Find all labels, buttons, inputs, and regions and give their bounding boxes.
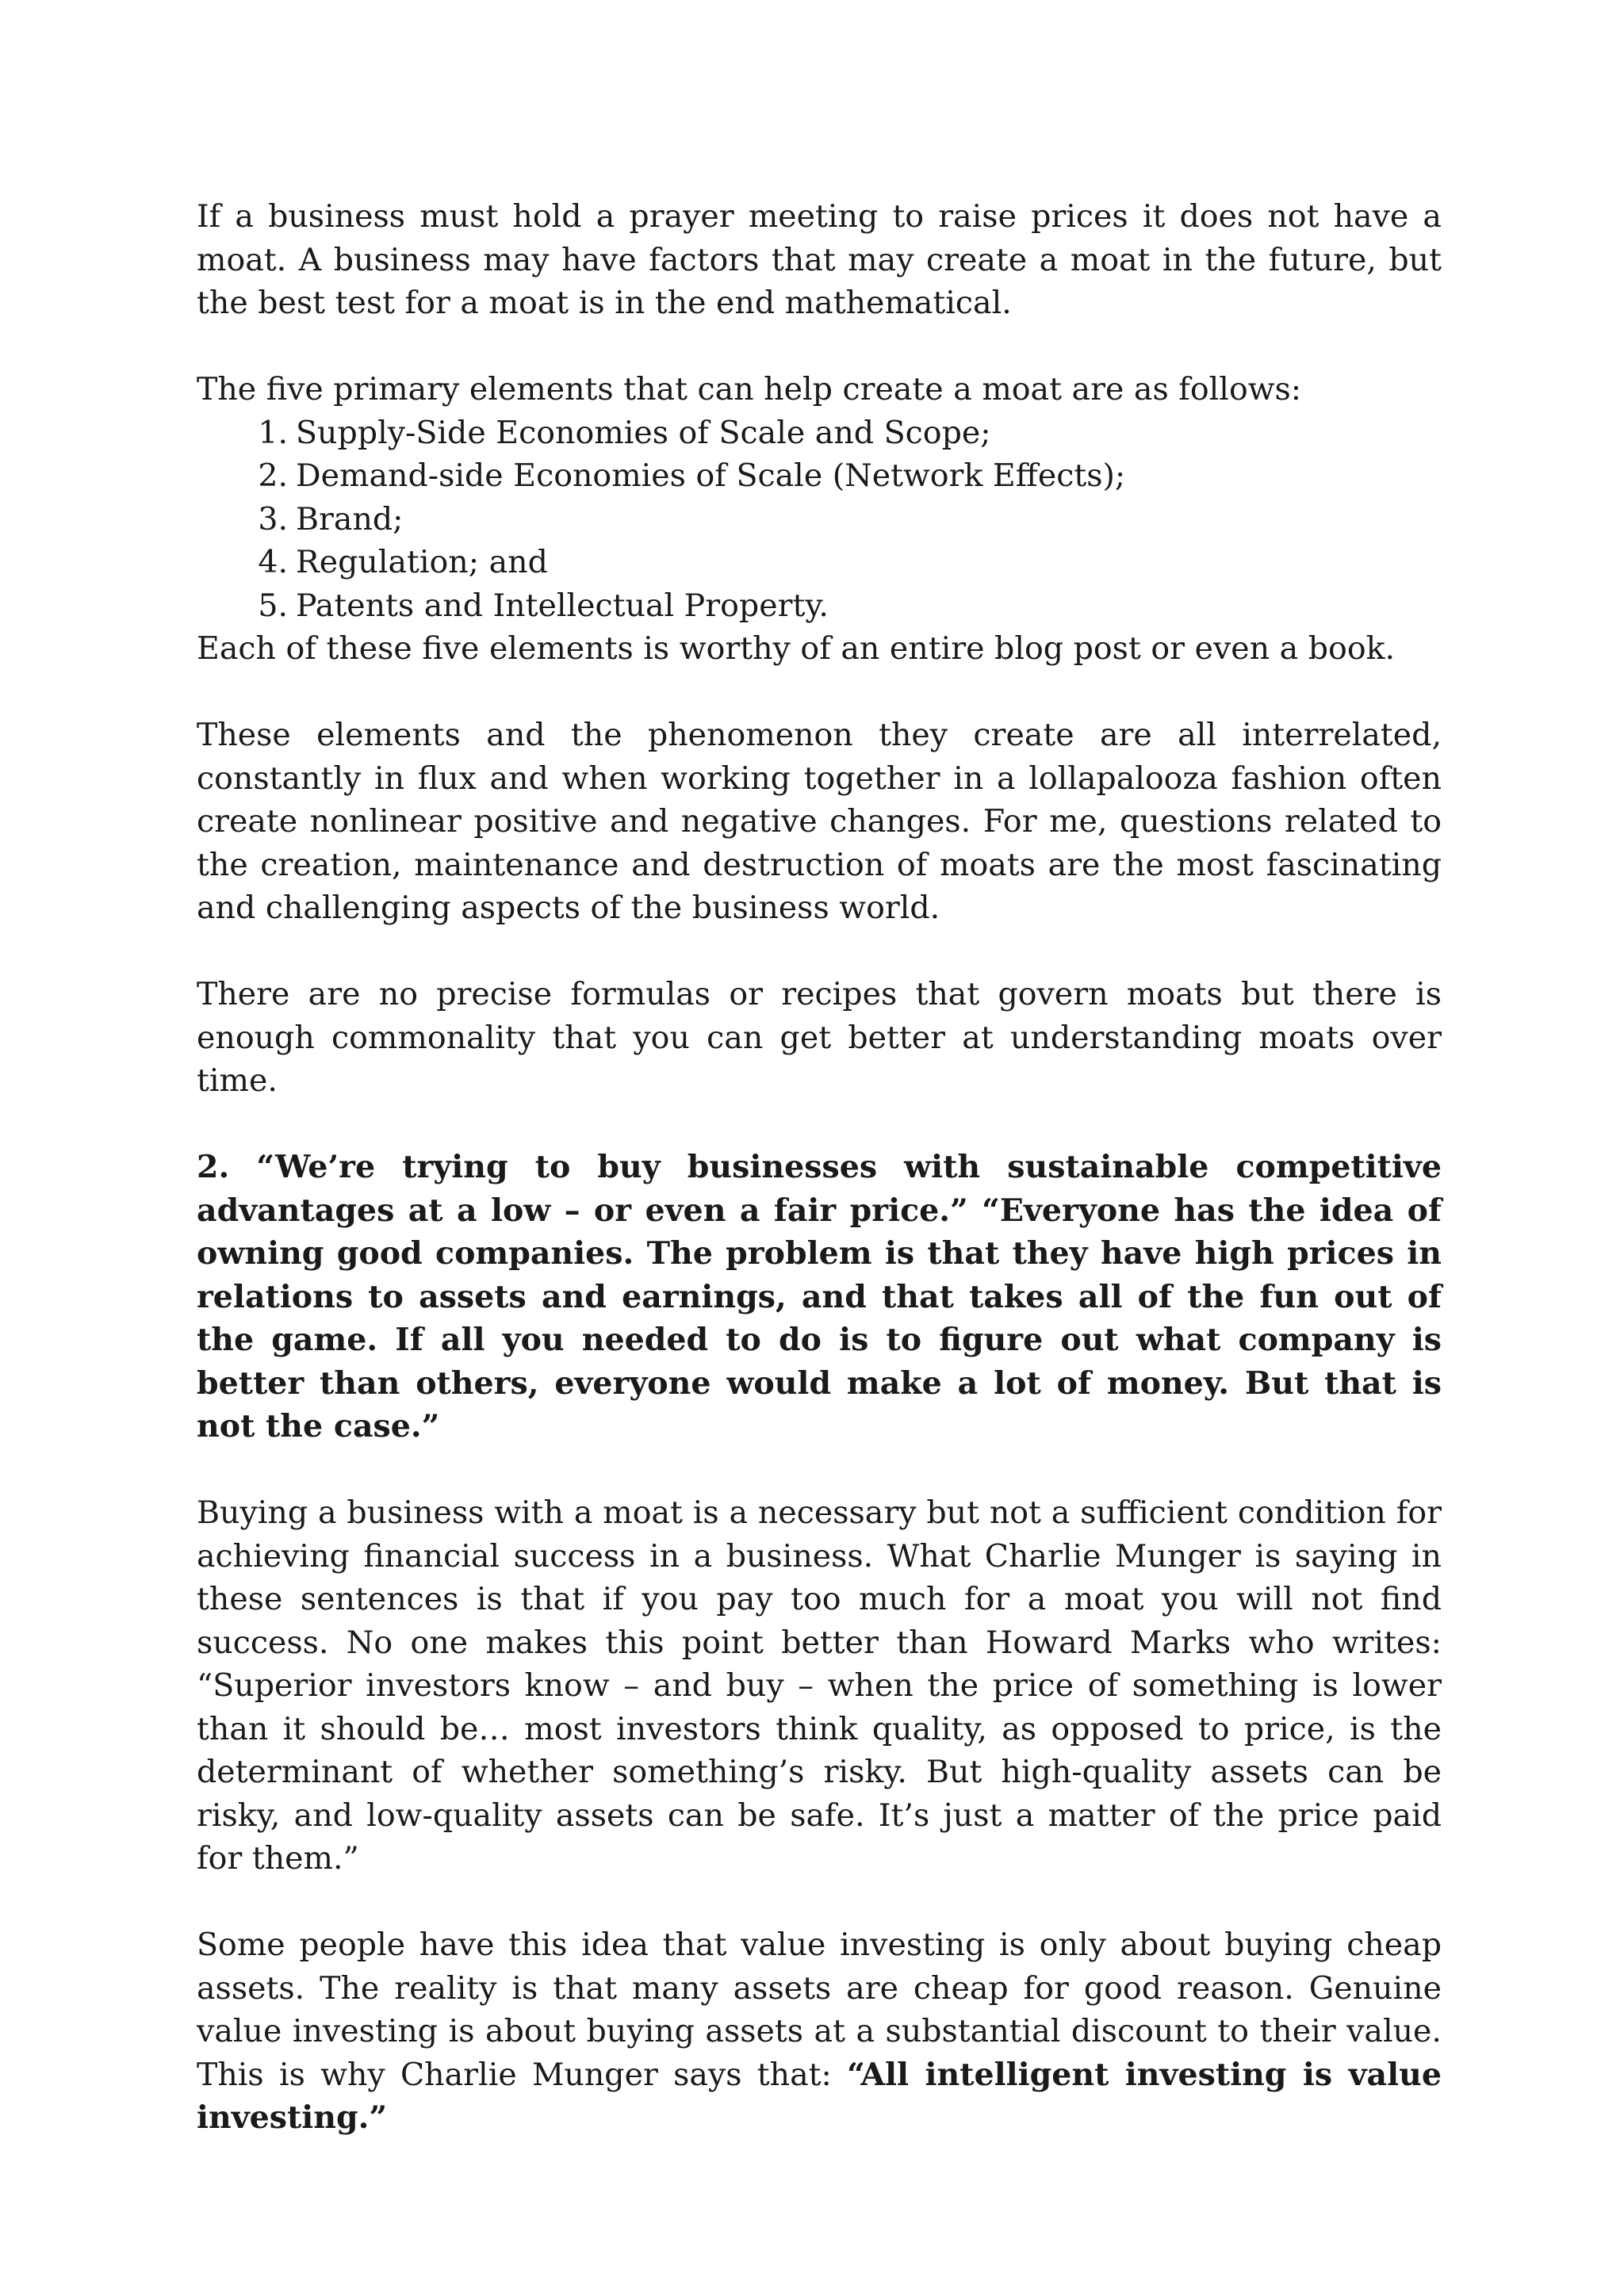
list-item: 3. Brand; bbox=[258, 500, 404, 538]
paragraph-howard-marks: Buying a business with a moat is a necessary but not a sufficient condition for achieving financial success in a business. What Charlie Munger is saying in these sentences is that if you pay too much for a moat you will not find success. No one makes this point better than Howard Marks who writes: “Superior investors know – and buy – when the price of something is lower than it should be… most investors think quality, as opposed to price, is the determinant of whether something’s risky. But high-quality assets can be risky, and low-quality assets can be safe. It’s just a matter of the price paid for them.” bbox=[197, 1494, 1442, 1877]
moat-elements-list bbox=[197, 411, 1442, 628]
paragraph-moat-test: If a business must hold a prayer meeting to raise prices it does not have a moat. A business may have factors that may create a moat in the future, but the best test for a moat is in the end mathematical. bbox=[197, 198, 1442, 321]
munger-quote: “All intelligent investing is value investing.” bbox=[197, 2056, 1442, 2136]
list-outro: Each of these five elements is worthy of an entire blog post or even a book. bbox=[197, 630, 1396, 667]
list-intro: The five primary elements that can help create a moat are as follows: bbox=[197, 371, 1302, 408]
paragraph-value-investing bbox=[197, 1923, 1442, 2140]
paragraph-interrelated: These elements and the phenomenon they create are all interrelated, constantly in flux and when working together in a lollapalooza fashion often create nonlinear positive and negative changes. For me, questions related to the creation, maintenance and destruction of moats are the most fascinating and challenging aspects of the business world. bbox=[197, 717, 1442, 926]
section-heading-quote: 2. “We’re trying to buy businesses with sustainable competitive advantages at a low – or even a fair price.” “Everyone has the idea of owning good companies. The problem is that they have high prices in relations to assets and earnings, and that takes all of the fun out of the game. If all you needed to do is to figure out what company is better than others, everyone would make a lot of money. But that is not the case.” bbox=[197, 1149, 1442, 1445]
paragraph-no-formulas: There are no precise formulas or recipes that govern moats but there is enough commonality that you can get better at understanding moats over time. bbox=[197, 976, 1442, 1099]
list-item: 5. Patents and Intellectual Property. bbox=[258, 587, 829, 624]
list-item: 2. Demand-side Economies of Scale (Network Effects); bbox=[258, 457, 1126, 494]
document-page bbox=[197, 195, 1442, 2183]
list-item: 4. Regulation; and bbox=[258, 544, 548, 580]
paragraph-lead-text: Some people have this idea that value investing is only about buying cheap assets. The reality is that many assets are cheap for good reason. Genuine value investing is about buying assets at a substantial discount to their value. This is why Charlie Munger says that: bbox=[197, 1927, 1442, 2093]
list-item: 1. Supply-Side Economies of Scale and Scope; bbox=[258, 414, 991, 451]
